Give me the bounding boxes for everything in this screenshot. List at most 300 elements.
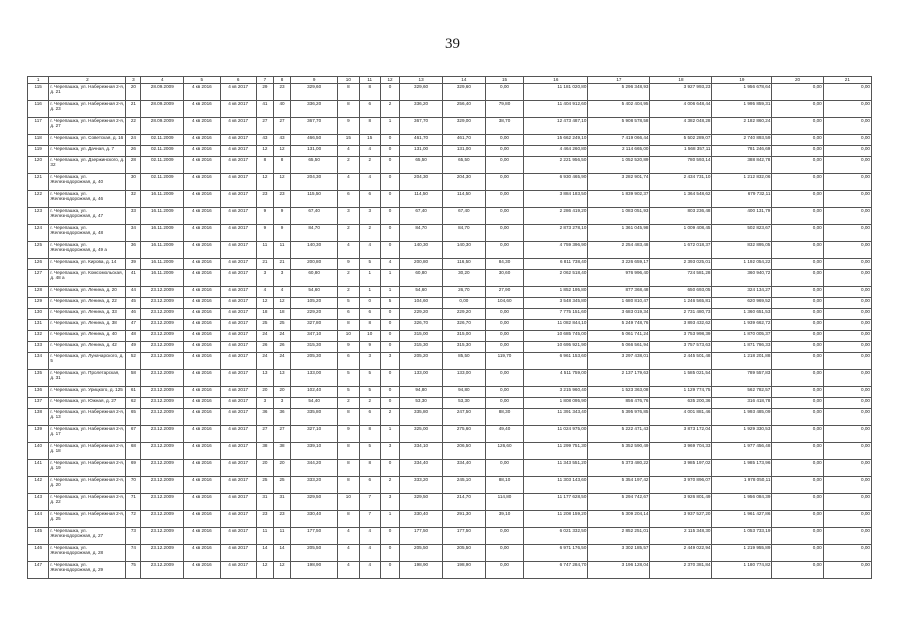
table-cell: 4: [380, 259, 399, 270]
table-cell: 124: [28, 225, 49, 242]
table-cell: 12 473 487,10: [524, 118, 588, 135]
table-cell: 10: [359, 331, 380, 342]
table-cell: 65,50: [291, 157, 338, 174]
table-cell: 0,00: [823, 353, 871, 370]
table-cell: 10 685 745,00: [524, 331, 588, 342]
table-cell: 0: [380, 174, 399, 191]
table-cell: 24: [273, 353, 290, 370]
table-cell: 0,00: [823, 84, 871, 101]
table-cell: 724 581,28: [650, 270, 712, 287]
table-cell: 335,80: [400, 409, 443, 426]
table-cell: 4 кв 2016: [184, 342, 220, 353]
table-row: [28, 477, 872, 494]
table-cell: 25: [256, 477, 273, 494]
table-cell: 1 361 045,98: [588, 225, 650, 242]
table-cell: 84,70: [400, 225, 443, 242]
table-cell: 11 391 343,40: [524, 409, 588, 426]
table-cell: 4 кв 2016: [184, 494, 220, 511]
table-cell: 114,80: [485, 494, 524, 511]
table-cell: 4 кв 2017: [220, 287, 256, 298]
table-cell: 23.12.2009: [141, 398, 184, 409]
table-cell: 177,50: [400, 528, 443, 545]
table-cell: 4 кв 2016: [184, 320, 220, 331]
table-cell: 4 кв 2017: [220, 477, 256, 494]
column-number-header: 6: [220, 77, 256, 84]
table-cell: 65,50: [442, 157, 485, 174]
table-cell: 84,70: [291, 225, 338, 242]
table-cell: 122: [28, 191, 49, 208]
table-cell: 0,00: [485, 387, 524, 398]
table-cell: 73: [126, 528, 141, 545]
table-cell: 4 кв 2016: [184, 353, 220, 370]
table-cell: 0,00: [485, 398, 524, 409]
address-cell: г. Черепашка, ул. Луначарского, д. 5: [49, 353, 126, 370]
table-cell: 120: [28, 157, 49, 174]
table-cell: 205,30: [291, 353, 338, 370]
table-cell: 2 286 419,20: [524, 208, 588, 225]
table-cell: 23.12.2009: [141, 370, 184, 387]
table-cell: 0,00: [772, 353, 823, 370]
table-cell: 3: [380, 353, 399, 370]
table-cell: 256,40: [442, 101, 485, 118]
table-cell: 2 393 025,01: [650, 259, 712, 270]
table-cell: 0,00: [823, 146, 871, 157]
table-cell: 0: [380, 320, 399, 331]
table-cell: 0,00: [772, 528, 823, 545]
table-cell: 21: [273, 259, 290, 270]
table-cell: 2: [359, 398, 380, 409]
table-cell: 4: [338, 528, 359, 545]
table-cell: 5 066 561,94: [588, 342, 650, 353]
table-cell: 2: [338, 157, 359, 174]
table-cell: 102,40: [291, 387, 338, 398]
table-cell: 780 593,14: [650, 157, 712, 174]
table-cell: 200,80: [291, 259, 338, 270]
table-cell: 140: [28, 443, 49, 460]
table-cell: 131: [28, 320, 49, 331]
table-cell: 9: [273, 208, 290, 225]
table-row: [28, 118, 872, 135]
table-cell: 1 995 859,31: [712, 101, 772, 118]
table-cell: 0: [380, 387, 399, 398]
table-cell: 0,00: [772, 225, 823, 242]
table-cell: 4 кв 2016: [184, 398, 220, 409]
address-cell: г. Черепашка, ул. Ленина, д. 33: [49, 309, 126, 320]
table-cell: 5 908 578,58: [588, 118, 650, 135]
table-cell: 0,00: [485, 370, 524, 387]
table-cell: 335,80: [291, 409, 338, 426]
table-cell: 0,00: [485, 157, 524, 174]
table-cell: 2 449 022,94: [650, 545, 712, 562]
table-cell: 3 937 527,20: [650, 511, 712, 528]
table-cell: 8: [338, 511, 359, 528]
table-cell: 12: [256, 146, 273, 157]
table-cell: 23.12.2009: [141, 387, 184, 398]
table-cell: 5: [359, 370, 380, 387]
table-cell: 1 246 565,81: [650, 298, 712, 309]
column-number-header: 16: [524, 77, 588, 84]
table-cell: 28.09.2009: [141, 84, 184, 101]
table-cell: 0,00: [823, 511, 871, 528]
table-cell: 4 759 396,90: [524, 242, 588, 259]
table-cell: 4 кв 2016: [184, 511, 220, 528]
table-cell: 4 кв 2016: [184, 370, 220, 387]
table-cell: 0: [380, 460, 399, 477]
table-cell: 0,00: [772, 191, 823, 208]
table-cell: 0,00: [772, 270, 823, 287]
table-cell: 119: [28, 146, 49, 157]
table-cell: 38,70: [485, 118, 524, 135]
table-cell: 2 445 501,48: [650, 353, 712, 370]
column-number-header: 9: [291, 77, 338, 84]
table-cell: 84,70: [442, 225, 485, 242]
table-cell: 6 961 153,60: [524, 353, 588, 370]
table-cell: 4 кв 2017: [220, 528, 256, 545]
table-cell: 0,00: [823, 562, 871, 579]
table-row: [28, 460, 872, 477]
table-cell: 315,00: [442, 331, 485, 342]
table-cell: 52: [126, 353, 141, 370]
table-cell: 128: [28, 287, 49, 298]
table-cell: 88,10: [485, 477, 524, 494]
table-cell: 140,30: [291, 242, 338, 259]
table-cell: 40: [273, 101, 290, 118]
table-cell: 49,40: [485, 426, 524, 443]
address-cell: г. Черепашка, ул. Урицкого, д. 125: [49, 387, 126, 398]
table-cell: 0,00: [442, 298, 485, 309]
table-cell: 1 009 408,45: [650, 225, 712, 242]
table-cell: 60,80: [400, 270, 443, 287]
table-cell: 23.12.2009: [141, 309, 184, 320]
table-cell: 334,10: [400, 443, 443, 460]
table-cell: 4: [359, 528, 380, 545]
table-cell: 4 кв 2016: [184, 309, 220, 320]
table-cell: 6: [338, 309, 359, 320]
table-cell: 5: [338, 387, 359, 398]
table-cell: 0,00: [823, 135, 871, 146]
table-cell: 327,10: [291, 426, 338, 443]
table-cell: 327,80: [291, 320, 338, 331]
table-cell: 11 299 751,30: [524, 443, 588, 460]
column-number-header: 21: [823, 77, 871, 84]
table-cell: 247,50: [442, 409, 485, 426]
table-cell: 02.11.2009: [141, 157, 184, 174]
table-cell: 3: [273, 398, 290, 409]
table-cell: 16.11.2009: [141, 191, 184, 208]
table-cell: 8: [273, 157, 290, 174]
table-cell: 142: [28, 477, 49, 494]
table-cell: 0: [380, 146, 399, 157]
table-row: [28, 409, 872, 426]
table-cell: 0,00: [772, 157, 823, 174]
table-cell: 2 137 179,63: [588, 370, 650, 387]
table-cell: 4 кв 2017: [220, 101, 256, 118]
table-cell: 4 006 648,44: [650, 101, 712, 118]
table-cell: 1 680 810,47: [588, 298, 650, 309]
table-cell: 0: [380, 545, 399, 562]
table-cell: 4 кв 2017: [220, 409, 256, 426]
column-number-header: 2: [49, 77, 126, 84]
table-cell: 205,50: [291, 545, 338, 562]
table-cell: 6: [359, 309, 380, 320]
table-cell: 0,00: [823, 528, 871, 545]
table-cell: 0: [380, 370, 399, 387]
table-cell: 1 180 774,82: [712, 562, 772, 579]
table-cell: 4 кв 2016: [184, 135, 220, 146]
table-cell: 2: [359, 157, 380, 174]
table-cell: 3 282 901,74: [588, 174, 650, 191]
table-cell: 6: [359, 409, 380, 426]
table-cell: 789 557,83: [712, 370, 772, 387]
table-cell: 461,70: [442, 135, 485, 146]
table-cell: 336,20: [400, 101, 443, 118]
table-cell: 2 114 665,00: [588, 146, 650, 157]
table-cell: 4: [256, 287, 273, 298]
table-cell: 26: [256, 342, 273, 353]
table-cell: 53,30: [442, 398, 485, 409]
table-cell: 0,00: [823, 208, 871, 225]
table-cell: 146: [28, 545, 49, 562]
table-cell: 4 кв 2016: [184, 545, 220, 562]
table-cell: 5 352 590,49: [588, 443, 650, 460]
column-number-header: 4: [141, 77, 184, 84]
table-cell: 126: [28, 259, 49, 270]
table-row: [28, 208, 872, 225]
table-cell: 1: [380, 287, 399, 298]
table-cell: 329,60: [291, 84, 338, 101]
table-cell: 9: [273, 225, 290, 242]
table-cell: 856 476,76: [588, 398, 650, 409]
table-cell: 0,00: [485, 84, 524, 101]
table-cell: 8: [338, 477, 359, 494]
table-cell: 333,20: [400, 477, 443, 494]
table-cell: 9: [338, 118, 359, 135]
table-cell: 25: [273, 320, 290, 331]
table-cell: 6: [359, 191, 380, 208]
table-row: [28, 511, 872, 528]
table-cell: 12: [256, 298, 273, 309]
table-cell: 650 693,05: [650, 287, 712, 298]
table-cell: 4 кв 2017: [220, 146, 256, 157]
table-cell: 23.12.2009: [141, 528, 184, 545]
table-cell: 43: [273, 135, 290, 146]
table-cell: 23: [273, 191, 290, 208]
column-number-header: 18: [650, 77, 712, 84]
table-cell: 0,00: [823, 320, 871, 331]
table-cell: 1: [359, 287, 380, 298]
table-row: [28, 191, 872, 208]
address-cell: г. Черепашка, ул. Железнодорожная, д. 29: [49, 562, 126, 579]
table-cell: 79,80: [485, 101, 524, 118]
table-cell: 214,70: [442, 494, 485, 511]
table-cell: 4 кв 2017: [220, 270, 256, 287]
table-cell: 132: [28, 331, 49, 342]
table-cell: 0,00: [485, 146, 524, 157]
address-cell: г. Черепашка, ул. Комсомольская, д. 48 а: [49, 270, 126, 287]
table-cell: 94,80: [400, 387, 443, 398]
table-cell: 16.11.2009: [141, 270, 184, 287]
table-row: [28, 370, 872, 387]
table-cell: 3 970 896,07: [650, 477, 712, 494]
table-cell: 4 кв 2016: [184, 287, 220, 298]
table-cell: 0: [380, 135, 399, 146]
table-cell: 4 кв 2017: [220, 370, 256, 387]
table-cell: 0,00: [823, 342, 871, 353]
column-number-header: 1: [28, 77, 49, 84]
table-cell: 781 246,69: [712, 146, 772, 157]
table-cell: 6 971 176,50: [524, 545, 588, 562]
table-cell: 9: [338, 259, 359, 270]
table-cell: 0,00: [772, 287, 823, 298]
table-cell: 61: [126, 387, 141, 398]
table-cell: 4 кв 2016: [184, 84, 220, 101]
table-cell: 275,60: [442, 426, 485, 443]
table-row: [28, 342, 872, 353]
table-cell: 2: [380, 409, 399, 426]
table-cell: 3 969 704,33: [650, 443, 712, 460]
table-cell: 67,40: [400, 208, 443, 225]
column-number-header: 20: [772, 77, 823, 84]
address-cell: г. Черепашка, ул. Советская, д. 16: [49, 135, 126, 146]
table-cell: 24: [256, 331, 273, 342]
table-cell: 20: [256, 387, 273, 398]
table-cell: 72: [126, 511, 141, 528]
table-cell: 0,00: [485, 242, 524, 259]
address-cell: г. Черепашка, ул. Ленина, д. 20: [49, 287, 126, 298]
table-cell: 3: [380, 443, 399, 460]
table-cell: 4 кв 2017: [220, 511, 256, 528]
table-cell: 0: [380, 331, 399, 342]
table-cell: 4 кв 2016: [184, 298, 220, 309]
table-cell: 10 695 921,90: [524, 342, 588, 353]
table-cell: 9: [256, 225, 273, 242]
table-cell: 0,00: [772, 101, 823, 118]
table-cell: 34: [126, 225, 141, 242]
table-cell: 4 кв 2016: [184, 225, 220, 242]
table-cell: 0,00: [772, 398, 823, 409]
table-row: [28, 225, 872, 242]
table-cell: 28: [126, 157, 141, 174]
table-cell: 1 977 456,48: [712, 443, 772, 460]
table-cell: 45: [126, 298, 141, 309]
table-cell: 2 873 278,10: [524, 225, 588, 242]
table-cell: 7 419 066,44: [588, 135, 650, 146]
table-cell: 315,00: [400, 331, 443, 342]
table-cell: 1: [380, 426, 399, 443]
table-cell: 1 993 485,09: [712, 409, 772, 426]
table-cell: 105,20: [291, 298, 338, 309]
table-cell: 205,20: [400, 353, 443, 370]
table-cell: 2 731 480,73: [650, 309, 712, 320]
table-cell: 23.12.2009: [141, 353, 184, 370]
table-cell: 23.12.2009: [141, 494, 184, 511]
table-cell: 49: [126, 342, 141, 353]
table-cell: 635 200,36: [650, 398, 712, 409]
table-cell: 41: [256, 101, 273, 118]
table-cell: 14: [273, 545, 290, 562]
table-cell: 4 кв 2017: [220, 426, 256, 443]
table-cell: 31: [256, 494, 273, 511]
table-cell: 5: [338, 370, 359, 387]
table-cell: 4 кв 2016: [184, 409, 220, 426]
table-cell: 4 кв 2016: [184, 157, 220, 174]
table-cell: 67: [126, 426, 141, 443]
table-cell: 1 956 678,64: [712, 84, 772, 101]
table-cell: 0: [380, 208, 399, 225]
table-cell: 70: [126, 477, 141, 494]
table-cell: 198,90: [291, 562, 338, 579]
table-cell: 1 053 733,19: [712, 528, 772, 545]
table-cell: 58: [126, 370, 141, 387]
table-cell: 12: [273, 562, 290, 579]
table-cell: 1: [380, 511, 399, 528]
column-number-row: [28, 77, 872, 84]
table-cell: 02.11.2009: [141, 174, 184, 191]
table-cell: 15: [338, 135, 359, 146]
table-cell: 20: [273, 460, 290, 477]
table-cell: 32: [126, 191, 141, 208]
table-cell: 229,20: [291, 309, 338, 320]
table-cell: 11 177 628,50: [524, 494, 588, 511]
table-cell: 4 кв 2016: [184, 443, 220, 460]
table-cell: 8: [338, 443, 359, 460]
table-cell: 4 кв 2016: [184, 259, 220, 270]
table-cell: 0: [380, 398, 399, 409]
table-cell: 4 кв 2016: [184, 387, 220, 398]
table-row: [28, 426, 872, 443]
table-cell: 1 956 084,39: [712, 494, 772, 511]
table-cell: 0,00: [772, 84, 823, 101]
table-cell: 5 222 471,43: [588, 426, 650, 443]
table-cell: 125: [28, 242, 49, 259]
table-cell: 11 208 159,20: [524, 511, 588, 528]
table-cell: 133,00: [291, 370, 338, 387]
address-cell: г. Черепашка, ул. Пролетарская, д. 31: [49, 370, 126, 387]
table-cell: 11: [273, 528, 290, 545]
table-cell: 0,00: [823, 118, 871, 135]
table-cell: 291,30: [442, 511, 485, 528]
table-cell: 316 418,78: [712, 398, 772, 409]
table-cell: 10: [338, 331, 359, 342]
table-cell: 2 062 518,40: [524, 270, 588, 287]
table-cell: 69: [126, 460, 141, 477]
table-cell: 127: [28, 270, 49, 287]
column-number-header: 11: [359, 77, 380, 84]
table-cell: 11 343 551,20: [524, 460, 588, 477]
table-row: [28, 135, 872, 146]
table-cell: 334,40: [442, 460, 485, 477]
table-cell: 54,40: [291, 398, 338, 409]
table-cell: 4 кв 2016: [184, 146, 220, 157]
table-cell: 0,00: [823, 426, 871, 443]
table-cell: 23.12.2009: [141, 331, 184, 342]
table-cell: 141: [28, 460, 49, 477]
table-cell: 0,00: [772, 494, 823, 511]
table-row: [28, 398, 872, 409]
table-cell: 16.11.2009: [141, 242, 184, 259]
table-cell: 23.12.2009: [141, 409, 184, 426]
table-cell: 129: [28, 298, 49, 309]
address-cell: г. Черепашка, ул. Железнодорожная, д. 40: [49, 174, 126, 191]
table-cell: 0,00: [772, 118, 823, 135]
table-cell: 133,00: [400, 370, 443, 387]
table-cell: 336,20: [291, 101, 338, 118]
table-cell: 104,60: [485, 298, 524, 309]
table-cell: 27,90: [485, 287, 524, 298]
table-row: [28, 353, 872, 370]
table-cell: 68: [126, 443, 141, 460]
table-cell: 1 939 662,72: [712, 320, 772, 331]
